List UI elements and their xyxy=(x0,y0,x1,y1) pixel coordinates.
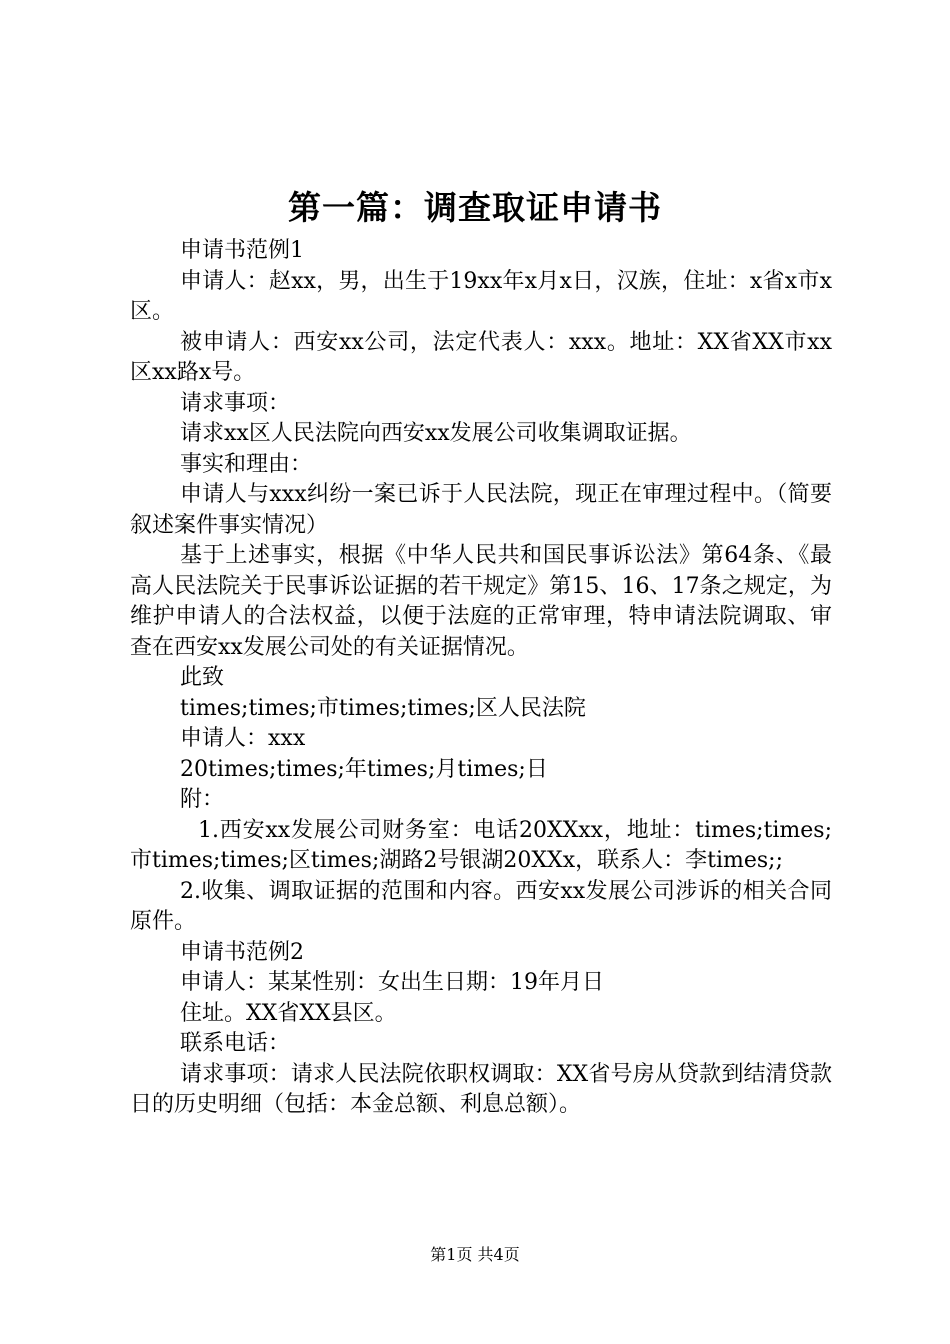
paragraph: 请求事项：请求人民法院依职权调取：XX省号房从贷款到结清贷款日的历史明细（包括：本金总额、利息总额）。 xyxy=(130,1061,832,1117)
document-title: 第一篇：调查取证申请书 xyxy=(288,188,662,227)
document-body xyxy=(130,236,832,1121)
paragraph: 被申请人：西安xx公司，法定代表人：xxx。地址：XX省XX市xx区xx路x号。 xyxy=(130,329,832,385)
paragraph: 申请人：xxx xyxy=(180,726,306,751)
paragraph: 申请人：某某性别：女出生日期：19年月日 xyxy=(180,970,604,995)
paragraph: 此致 xyxy=(180,665,225,690)
paragraph: 1.西安xx发展公司财务室：电话20XXxx，地址：times;times;市times;times;区times;湖路2号银湖20XXx，联系人：李times;; xyxy=(130,817,832,873)
paragraph: 申请人与xxx纠纷一案已诉于人民法院，现正在审理过程中。（简要叙述案件事实情况） xyxy=(130,482,832,538)
paragraph: 申请书范例1 xyxy=(180,238,304,263)
paragraph: 申请人：赵xx，男，出生于19xx年x月x日，汉族，住址：x省x市x区。 xyxy=(130,268,832,324)
paragraph: 住址。XX省XX县区。 xyxy=(180,1000,397,1026)
page-footer: 第1页 共4页 xyxy=(430,1245,520,1264)
paragraph: 请求事项： xyxy=(180,390,291,416)
paragraph: 事实和理由： xyxy=(180,451,313,477)
paragraph: 申请书范例2 xyxy=(180,939,304,965)
paragraph: 20times;times;年times;月times;日 xyxy=(180,756,548,782)
paragraph: 基于上述事实，根据《中华人民共和国民事诉讼法》第64条、《最高人民法院关于民事诉讼证据的若干规定》第15、16、17条之规定，为维护申请人的合法权益，以便于法庭的正常审理，特申请法院调取、审查在西安xx发展公司处的有关证据情况。 xyxy=(130,543,832,660)
paragraph: times;times;市times;times;区人民法院 xyxy=(180,695,586,721)
paragraph: 请求xx区人民法院向西安xx发展公司收集调取证据。 xyxy=(180,421,692,446)
paragraph: 联系电话： xyxy=(180,1031,291,1056)
paragraph: 2.收集、调取证据的范围和内容。西安xx发展公司涉诉的相关合同原件。 xyxy=(130,878,832,934)
paragraph: 附： xyxy=(180,787,225,812)
